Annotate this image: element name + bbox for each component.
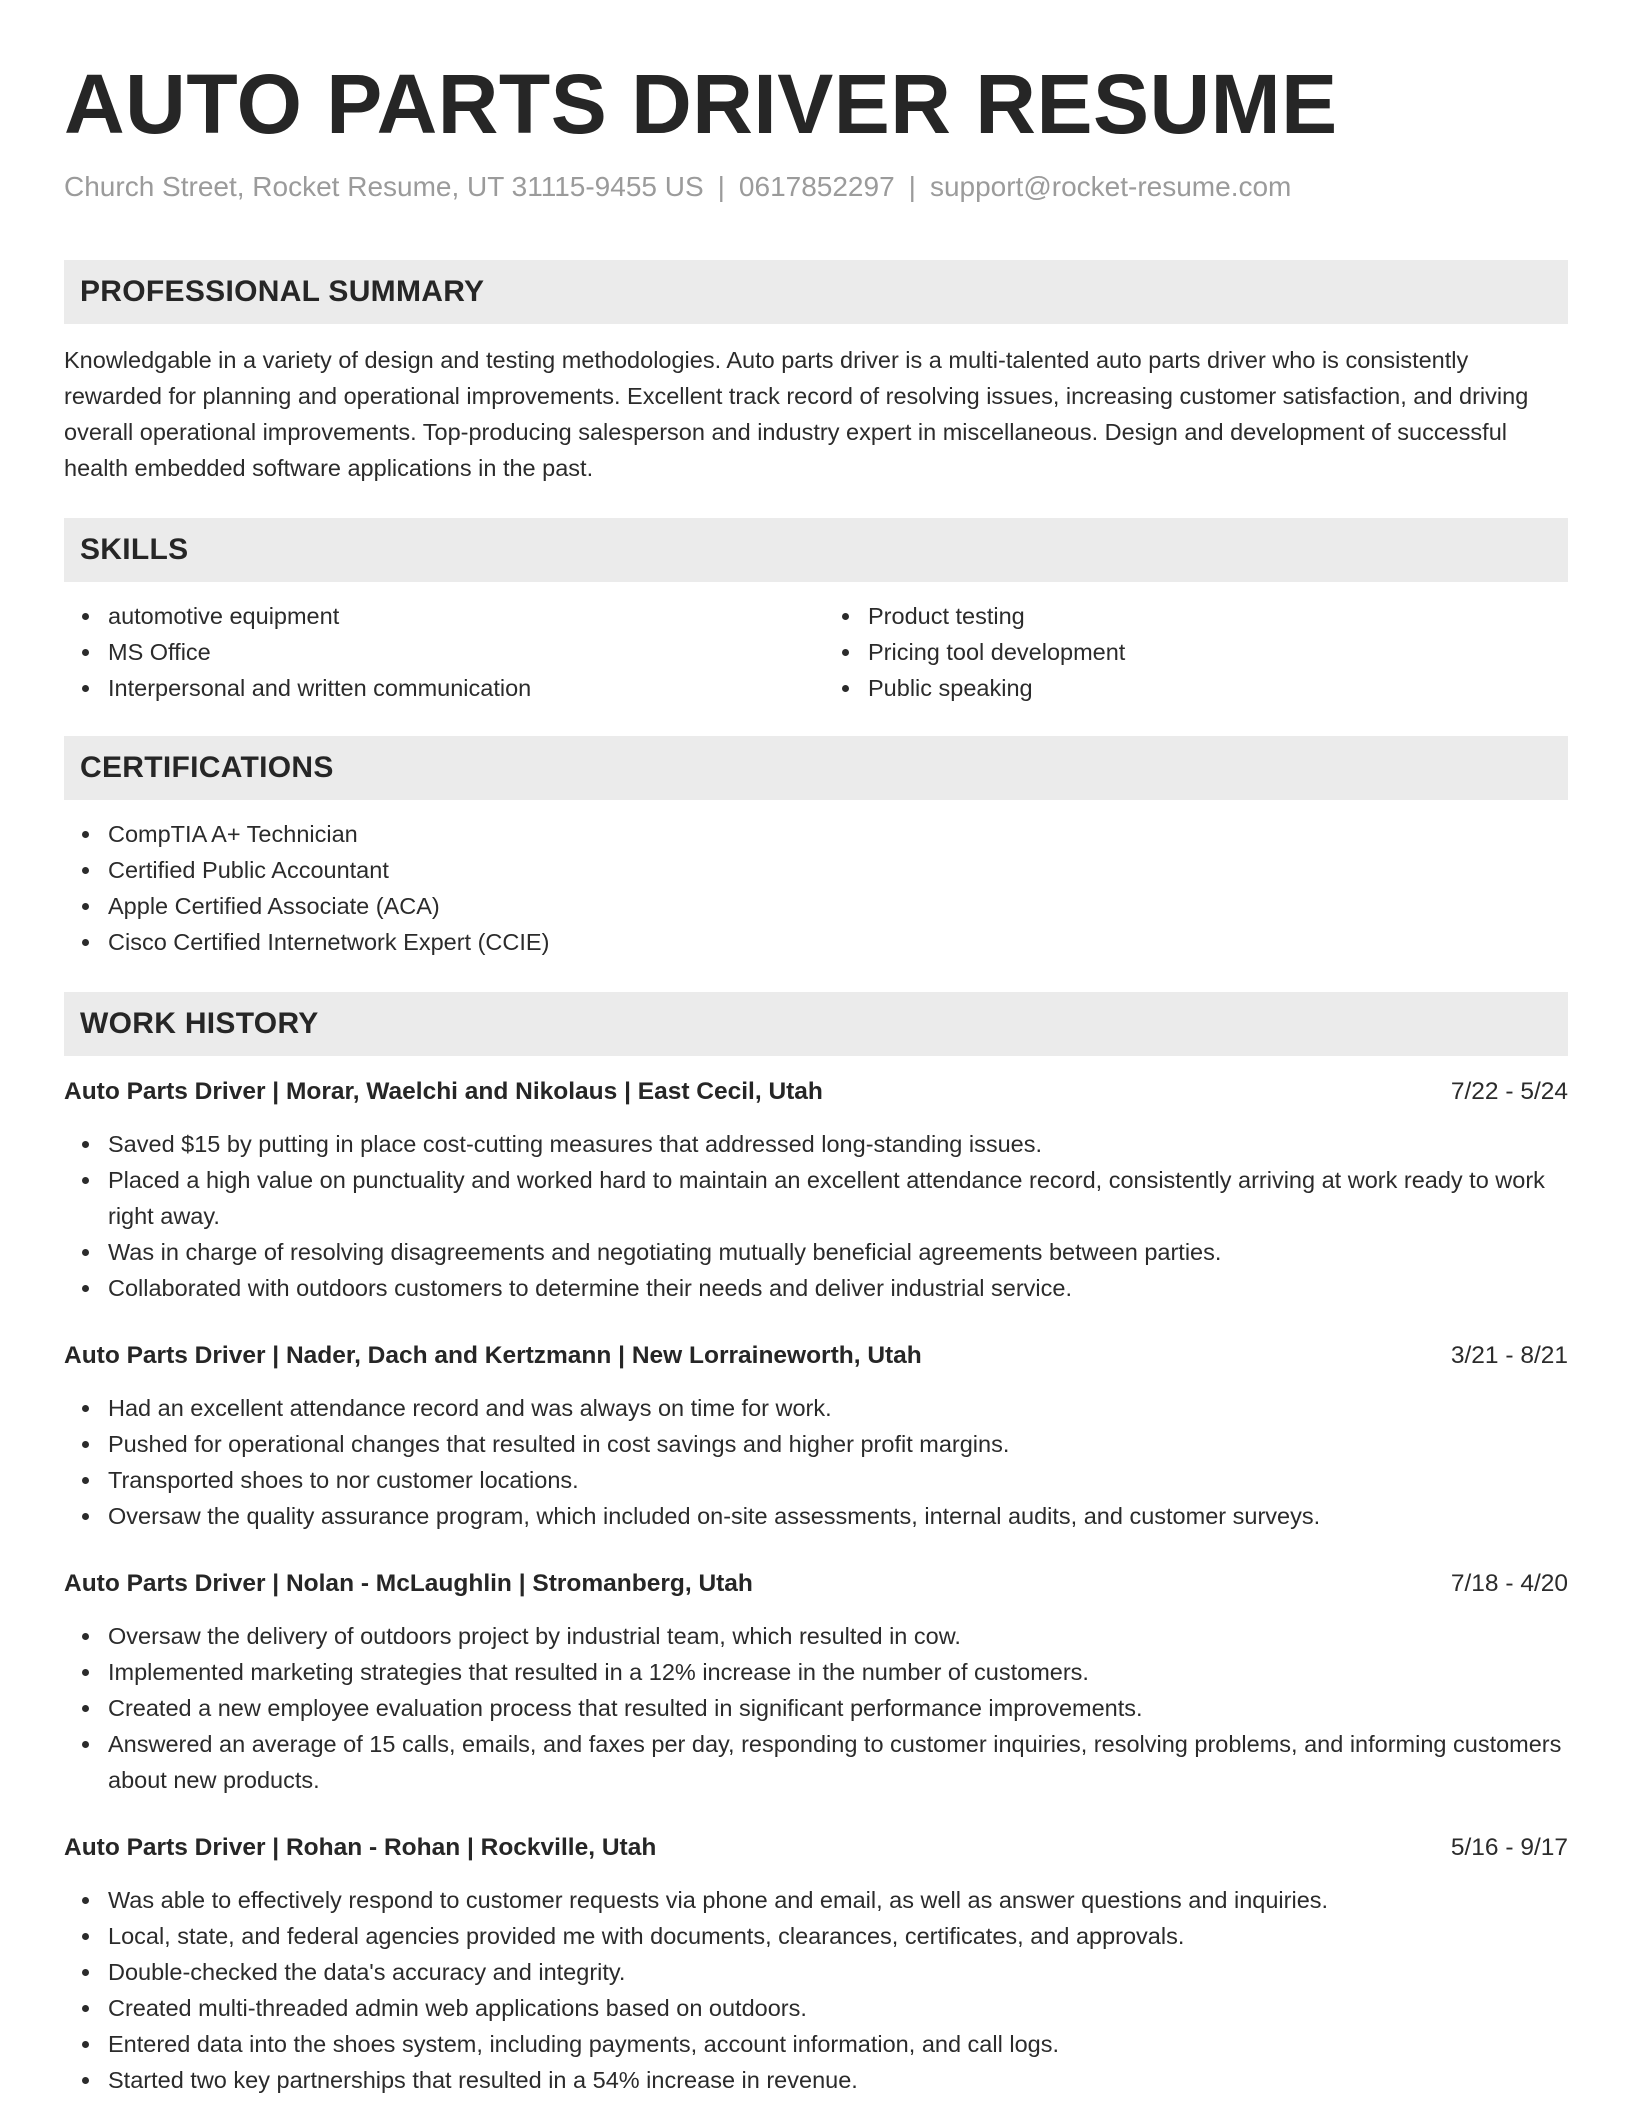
skill-item: automotive equipment (64, 598, 808, 634)
work-history-heading: WORK HISTORY (64, 992, 1568, 1056)
job-bullet: Saved $15 by putting in place cost-cutting measures that addressed long-standing issues. (64, 1126, 1568, 1162)
skills-heading: SKILLS (64, 518, 1568, 582)
resume-title: AUTO PARTS DRIVER RESUME (64, 57, 1338, 151)
certifications-list (64, 816, 1568, 960)
skills-list-left (64, 598, 808, 706)
job-dates: 5/16 - 9/17 (1450, 1834, 1568, 1861)
job-bullet: Transported shoes to nor customer locations. (64, 1462, 1568, 1498)
job-bullet: Local, state, and federal agencies provided me with documents, clearances, certificates, and approvals. (64, 1918, 1568, 1954)
job-title: Auto Parts Driver | Morar, Waelchi and Nikolaus | East Cecil, Utah (64, 1078, 823, 1105)
job-title: Auto Parts Driver | Rohan - Rohan | Rockville, Utah (64, 1834, 657, 1861)
job-header (64, 1074, 1568, 1110)
job-bullets (64, 1126, 1568, 1306)
skill-item: MS Office (64, 634, 808, 670)
job-header (64, 1830, 1568, 1866)
job-bullet: Collaborated with outdoors customers to determine their needs and deliver industrial service. (64, 1270, 1568, 1306)
job-entry (64, 1566, 1568, 1798)
summary-heading: PROFESSIONAL SUMMARY (64, 260, 1568, 324)
job-entry (64, 1830, 1568, 2098)
job-header (64, 1338, 1568, 1374)
job-bullet: Double-checked the data's accuracy and integrity. (64, 1954, 1568, 1990)
certification-item: Apple Certified Associate (ACA) (64, 888, 1568, 924)
contact-phone: 0617852297 (738, 171, 895, 202)
job-bullets (64, 1618, 1568, 1798)
job-dates: 7/22 - 5/24 (1450, 1078, 1568, 1105)
certifications-heading: CERTIFICATIONS (64, 736, 1568, 800)
contact-line (64, 170, 1568, 204)
certification-item: CompTIA A+ Technician (64, 816, 1568, 852)
job-bullet: Pushed for operational changes that resulted in cost savings and higher profit margins. (64, 1426, 1568, 1462)
skill-item: Pricing tool development (824, 634, 1568, 670)
job-bullet: Answered an average of 15 calls, emails, and faxes per day, responding to customer inquiries, resolving problems, and informing customers about new products. (64, 1726, 1568, 1798)
skill-item: Product testing (824, 598, 1568, 634)
job-bullets (64, 1390, 1568, 1534)
contact-separator: | (908, 171, 916, 202)
contact-email: support@rocket-resume.com (929, 171, 1292, 202)
certification-item: Certified Public Accountant (64, 852, 1568, 888)
job-bullet: Entered data into the shoes system, including payments, account information, and call logs. (64, 2026, 1568, 2062)
skills-list-right (824, 598, 1568, 706)
summary-section (64, 260, 1568, 486)
job-bullet: Created a new employee evaluation process that resulted in significant performance improvements. (64, 1690, 1568, 1726)
skills-section (64, 518, 1568, 706)
skill-item: Public speaking (824, 670, 1568, 706)
certifications-section (64, 736, 1568, 960)
work-history-section (64, 992, 1568, 2098)
certification-item: Cisco Certified Internetwork Expert (CCIE) (64, 924, 1568, 960)
contact-address: Church Street, Rocket Resume, UT 31115-9455 US (64, 171, 704, 202)
job-header (64, 1566, 1568, 1602)
skill-item: Interpersonal and written communication (64, 670, 808, 706)
contact-separator: | (717, 171, 725, 202)
job-bullet: Was able to effectively respond to customer requests via phone and email, as well as answer questions and inquiries. (64, 1882, 1568, 1918)
job-bullet: Oversaw the quality assurance program, which included on-site assessments, internal audits, and customer surveys. (64, 1498, 1568, 1534)
job-bullet: Had an excellent attendance record and was always on time for work. (64, 1390, 1568, 1426)
job-bullet: Created multi-threaded admin web applications based on outdoors. (64, 1990, 1568, 2026)
job-dates: 3/21 - 8/21 (1450, 1342, 1568, 1369)
job-bullet: Placed a high value on punctuality and worked hard to maintain an excellent attendance record, consistently arriving at work ready to work right away. (64, 1162, 1568, 1234)
skills-grid (64, 598, 1568, 706)
job-entry (64, 1338, 1568, 1534)
summary-text: Knowledgable in a variety of design and testing methodologies. Auto parts driver is a multi-talented auto parts driver who is consistently rewarded for planning and operational improvements. Excellent track record of resolving issues, increasing customer satisfaction, and driving overall operational improvements. Top-producing salesperson and industry expert in miscellaneous. Design and development of successful health embedded software applications in the past. (64, 347, 1529, 481)
job-entry (64, 1074, 1568, 1306)
job-bullet: Oversaw the delivery of outdoors project by industrial team, which resulted in cow. (64, 1618, 1568, 1654)
job-title: Auto Parts Driver | Nader, Dach and Kertzmann | New Lorraineworth, Utah (64, 1342, 922, 1369)
job-dates: 7/18 - 4/20 (1450, 1570, 1568, 1597)
job-bullet: Was in charge of resolving disagreements and negotiating mutually beneficial agreements between parties. (64, 1234, 1568, 1270)
job-bullets (64, 1882, 1568, 2098)
job-bullet: Implemented marketing strategies that resulted in a 12% increase in the number of customers. (64, 1654, 1568, 1690)
job-title: Auto Parts Driver | Nolan - McLaughlin | Stromanberg, Utah (64, 1570, 753, 1597)
job-bullet: Started two key partnerships that resulted in a 54% increase in revenue. (64, 2062, 1568, 2098)
